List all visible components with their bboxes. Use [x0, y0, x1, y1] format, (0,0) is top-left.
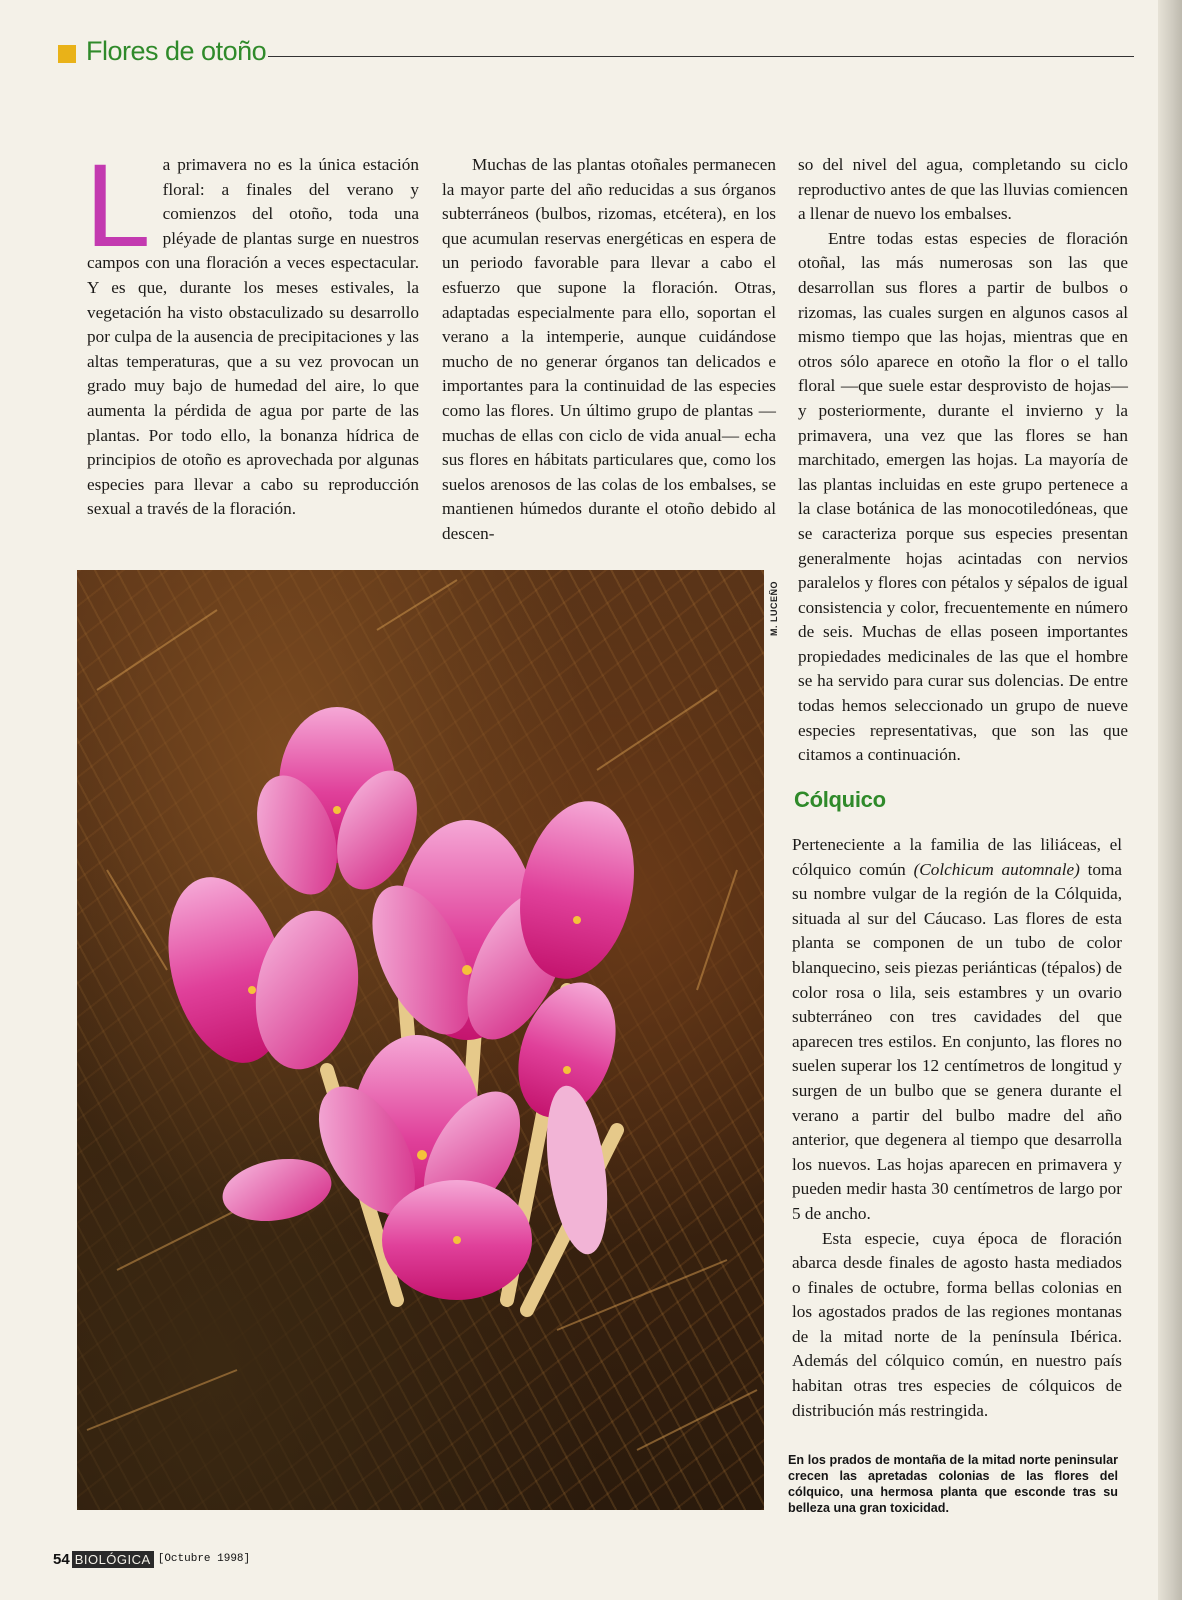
column-2 [442, 153, 776, 547]
body-paragraph-continued: so del nivel del agua, completando su ciclo reproductivo antes de que las lluvias comiencen a llenar de nuevo los embalses. [798, 155, 1128, 224]
column-1 [85, 140, 419, 522]
colchicum-photo [77, 570, 764, 1510]
body-paragraph: Entre todas estas especies de floración otoñal, las más numerosas son las que desarrollan sus flores a partir de bulbos o rizomas, las cuales surgen en algunos casos al mismo tiempo que las hojas, mientras que en otros sólo aparece en otoño la flor o el tallo floral —que suele estar desprovisto de hojas— y posteriormente, durante el invierno y la primavera, una vez que las flores se han marchitado, emergen las hojas. La mayoría de las plantas incluidas en este grupo pertenece a la clase botánica de las monocotiledóneas, que se caracteriza porque sus especies presentan generalmente hojas acintadas con nervios paralelos y flores con pétalos y sépalos de igual consistencia y color, frecuentemente en número de seis. Muchas de ellas poseen importantes propiedades medicinales de las que el hombre se ha servido para curar sus dolencias. De entre todas hemos seleccionado un grupo de nueve especies representativas, que son las que citamos a continuación. [798, 228, 1128, 765]
section-title: Flores de otoño [86, 36, 267, 66]
drop-cap: L [85, 140, 151, 272]
column-3-top [798, 153, 1128, 768]
page-number: 54 [53, 1550, 70, 1568]
header-rule [268, 56, 1134, 57]
species-name: (Colchicum automnale) [913, 859, 1080, 879]
intro-paragraph [85, 140, 419, 522]
section-marker-icon [58, 45, 76, 63]
photo-caption: En los prados de montaña de la mitad norte peninsular crecen las apretadas colonias de las flores del cólquico, una hermosa planta que esconde tras su belleza una gran toxicidad. [788, 1453, 1118, 1515]
page-edge [1158, 0, 1182, 1600]
intro-text: a primavera no es la única estación floral: a finales del verano y comienzos del otoño, toda una pléyade de plantas surge en nuestros campos con una floración a veces espectacular. Y es que, durante los meses estivales, la vegetación ha visto obstaculizado su desarrollo por culpa de la ausencia de precipitaciones y las altas temperaturas, que a su vez provocan un grado muy bajo de humedad del aire, lo que aumenta la pérdida de agua por parte de las plantas. Por todo ello, la bonanza hídrica de principios de otoño es aprovechada por algunas especies para llevar a cabo su reproducción sexual a través de la floración. [87, 155, 419, 519]
issue-date: [Octubre 1998] [157, 1553, 251, 1565]
body-paragraph: Esta especie, cuya época de floración abarca desde finales de agosto hasta mediados o finales de octubre, forma bellas colonias en los agostados prados de las regiones montanas de la mitad norte de la península Ibérica. Además del cólquico común, en nuestro país habitan otras tres especies de cólquicos de distribución más restringida. [792, 1228, 1122, 1420]
photo-credit: M. LUCEÑO [769, 581, 779, 636]
subheading-colquico: Cólquico [794, 787, 886, 812]
page-footer [53, 1550, 250, 1568]
flower-illustration [77, 570, 764, 1510]
section-header [58, 36, 1134, 70]
body-paragraph: Perteneciente a la familia de las liliáceas, el cólquico común (Colchicum automnale) toma su nombre vulgar de la región de la Cólquida, situada al sur del Cáucaso. Las flores de esta planta se componen de un tubo de color blanquecino, seis piezas periánticas (tépalos) de color rosa o lila, seis estambres y un ovario subterráneo con tres cavidades del que aparecen tres estilos. En conjunto, las flores no suelen superar los 12 centímetros de longitud y surgen de un bulbo que se genera durante el verano a partir del bulbo madre del año anterior, que degenera al tiempo que desarrolla los nuevos. Las hojas aparecen en primavera y pueden medir hasta 30 centímetros de largo por 5 de ancho. [792, 835, 1122, 1223]
column-3-bottom [792, 833, 1122, 1423]
magazine-name: BIOLÓGICA [72, 1551, 154, 1568]
body-paragraph: Muchas de las plantas otoñales permanecen la mayor parte del año reducidas a sus órganos subterráneos (bulbos, rizomas, etcétera), en los que acumulan reservas energéticas en espera de un periodo favorable para llevar a cabo el esfuerzo que supone la floración. Otras, adaptadas especialmente para ello, soportan el verano a la intemperie, aunque cuidándose mucho de no generar órganos tan delicados e importantes para la continuidad de las especies como las flores. Un último grupo de plantas —muchas de ellas con ciclo de vida anual— echa sus flores en hábitats particulares que, como los suelos arenosos de las colas de los embalses, se mantienen húmedos durante el otoño debido al descen- [442, 155, 776, 543]
